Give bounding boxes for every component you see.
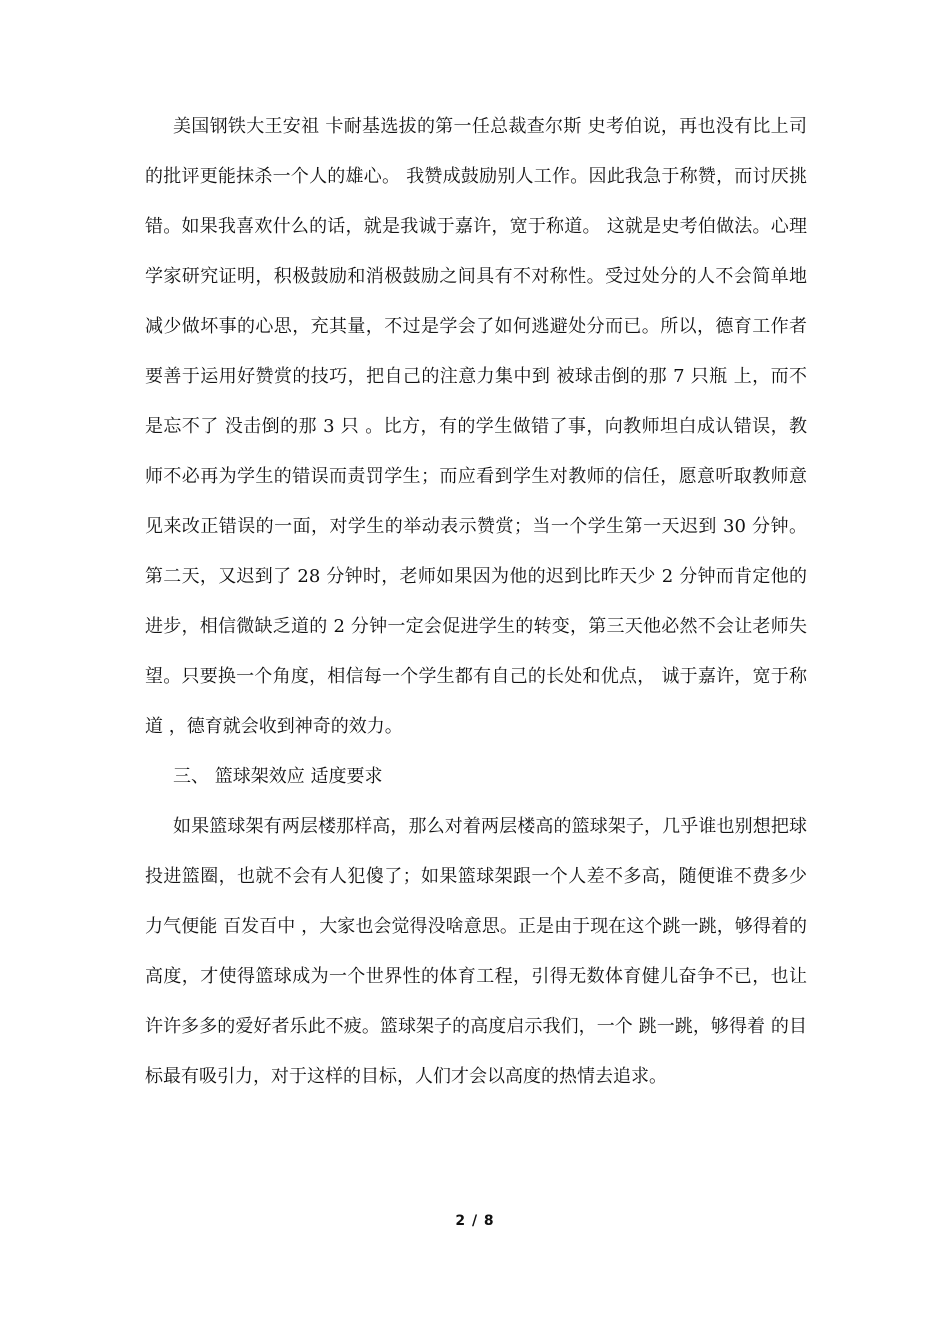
document-body [145,102,807,1102]
page-number: 2 / 8 [455,1213,495,1229]
paragraph-praise-effect: 美国钢铁大王安祖 卡耐基选拔的第一任总裁查尔斯 史考伯说，再也没有比上司的批评更能抹杀一个人的雄心。 我赞成鼓励别人工作。因此我急于称赞，而讨厌挑错。如果我喜欢什么的话，就是我诚于嘉许，宽于称道。 这就是史考伯做法。心理学家研究证明，积极鼓励和消极鼓励之间具有不对称性。受过处分的人不会简单地减少做坏事的心思，充其量，不过是学会了如何逃避处分而已。所以，德育工作者要善于运用好赞赏的技巧，把自己的注意力集中到 被球击倒的那 7 只瓶 上，而不是忘不了 没击倒的那 3 只 。比方，有的学生做错了事，向教师坦白成认错误，教师不必再为学生的错误而责罚学生；而应看到学生对教师的信任，愿意听取教师意见来改正错误的一面，对学生的举动表示赞赏；当一个学生第一天迟到 30 分钟。第二天，又迟到了 28 分钟时，老师如果因为他的迟到比昨天少 2 分钟而肯定他的进步，相信微缺乏道的 2 分钟一定会促进学生的转变，第三天他必然不会让老师失望。只要换一个角度，相信每一个学生都有自己的长处和优点， 诚于嘉许，宽于称道 ，德育就会收到神奇的效力。 [145,116,807,737]
section-heading-basketball-effect: 三、 篮球架效应 适度要求 [173,766,383,787]
paragraph-basketball-effect: 如果篮球架有两层楼那样高，那么对着两层楼高的篮球架子，几乎谁也别想把球投进篮圈，也就不会有人犯傻了；如果篮球架跟一个人差不多高，随便谁不费多少力气便能 百发百中 ，大家也会觉得没啥意思。正是由于现在这个跳一跳，够得着的高度，才使得篮球成为一个世界性的体育工程，引得无数体育健儿奋争不已，也让许许多多的爱好者乐此不疲。篮球架子的高度启示我们，一个 跳一跳，够得着 的目标最有吸引力，对于这样的目标，人们才会以高度的热情去追求。 [145,816,807,1087]
